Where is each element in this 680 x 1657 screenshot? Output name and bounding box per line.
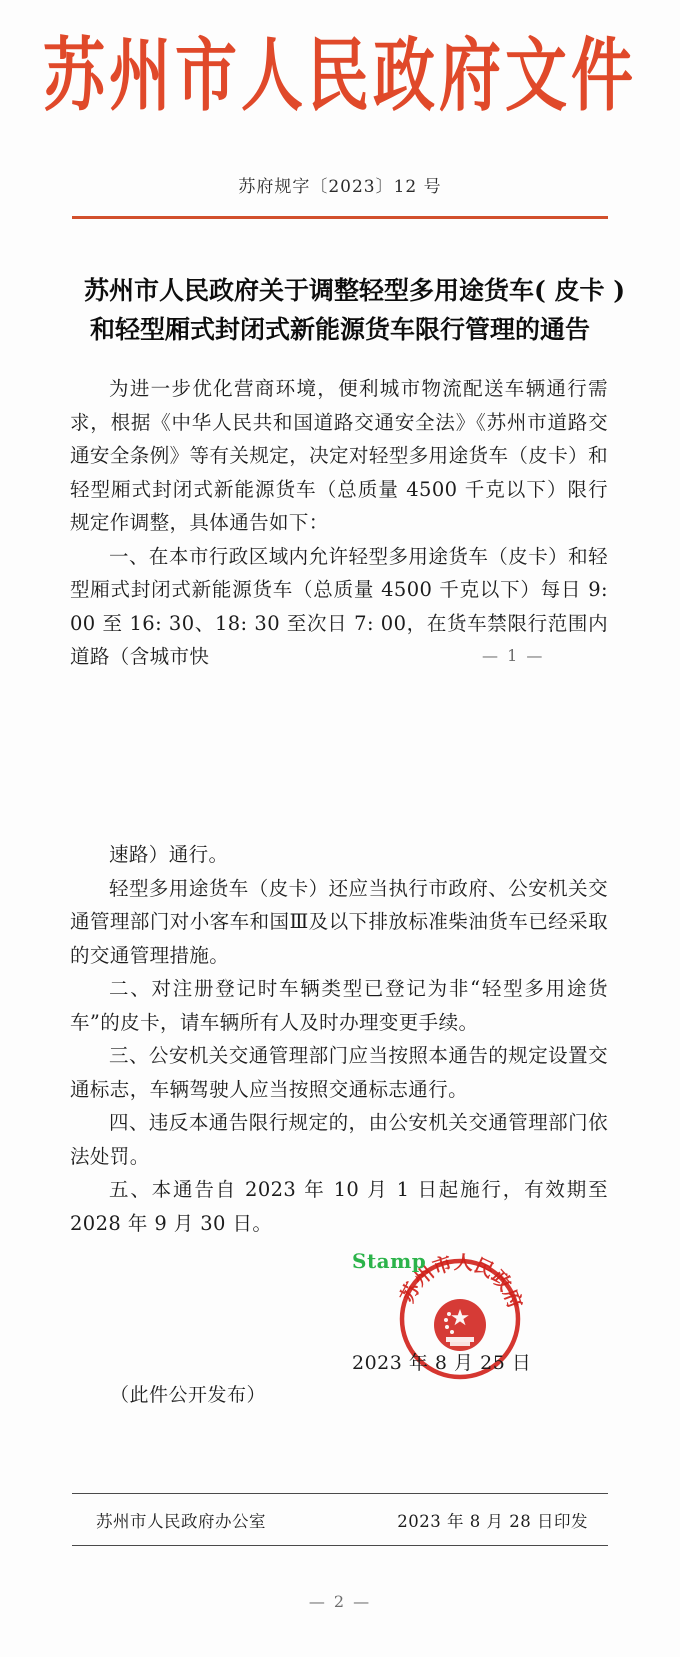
masthead [0, 28, 680, 123]
paragraph-pickup-measures: 轻型多用途货车（皮卡）还应当执行市政府、公安机关交通管理部门对小客车和国Ⅲ及以下排放标准柴油货车已经采取的交通管理措施。 [70, 876, 608, 967]
footer-divider-bottom [72, 1545, 608, 1546]
public-release-note: （此件公开发布） [110, 1384, 267, 1406]
page-title [84, 272, 626, 350]
page-number-first: — 1 — [482, 646, 545, 665]
paragraph-article-1: 一、在本市行政区域内允许轻型多用途货车（皮卡）和轻型厢式封闭式新能源货车（总质量 4500 千克以下）每日 9: 00 至 16: 30、18: 30 至次日 7: 00，在货车禁限行范围内道路（含城市快 [70, 544, 608, 668]
paragraph-article-4: 四、违反本通告限行规定的，由公安机关交通管理部门依法处罚。 [70, 1111, 608, 1168]
svg-text:苏州市人民政府: 苏州市人民政府 [396, 1251, 526, 1312]
paragraph-article-1-cont: 速路）通行。 [109, 843, 229, 866]
document-number: 苏府规字〔2023〕12 号 [238, 177, 442, 197]
page-title-line-1: 苏州市人民政府关于调整轻型多用途货车( 皮卡 ) [84, 276, 626, 305]
body-section-top [70, 372, 608, 674]
masthead-title: 苏州市人民政府文件 [42, 28, 637, 123]
footer-issuer: 苏州市人民政府办公室 [96, 1512, 266, 1531]
paragraph-intro: 为进一步优化营商环境，便利城市物流配送车辆通行需求，根据《中华人民共和国道路交通安全法》《苏州市道路交通安全条例》等有关规定，决定对轻型多用途货车（皮卡）和轻型厢式封闭式新能源货车（总质量 4500 千克以下）限行规定作调整，具体通告如下： [70, 377, 608, 534]
footer-issue-date: 2023 年 8 月 28 日印发 [397, 1512, 588, 1531]
masthead-divider [72, 216, 608, 219]
page-title-line-2: 和轻型厢式封闭式新能源货车限行管理的通告 [89, 314, 590, 344]
paragraph-article-5: 五、本通告自 2023 年 10 月 1 日起施行，有效期至 2028 年 9 月 30 日。 [70, 1178, 608, 1235]
stamp-watermark-label: Stamp [352, 1249, 427, 1273]
paragraph-article-2: 二、对注册登记时车辆类型已登记为非“轻型多用途货车”的皮卡，请车辆所有人及时办理变更手续。 [70, 977, 608, 1034]
page-number-second: — 2 — [308, 1592, 372, 1611]
footer-divider-top [72, 1493, 608, 1494]
paragraph-article-3: 三、公安机关交通管理部门应当按照本通告的规定设置交通标志，车辆驾驶人应当按照交通标志通行。 [70, 1044, 608, 1101]
seal-date: 2023 年 8 月 25 日 [352, 1352, 532, 1374]
footer [96, 1508, 588, 1532]
body-section-bottom [70, 838, 608, 1240]
